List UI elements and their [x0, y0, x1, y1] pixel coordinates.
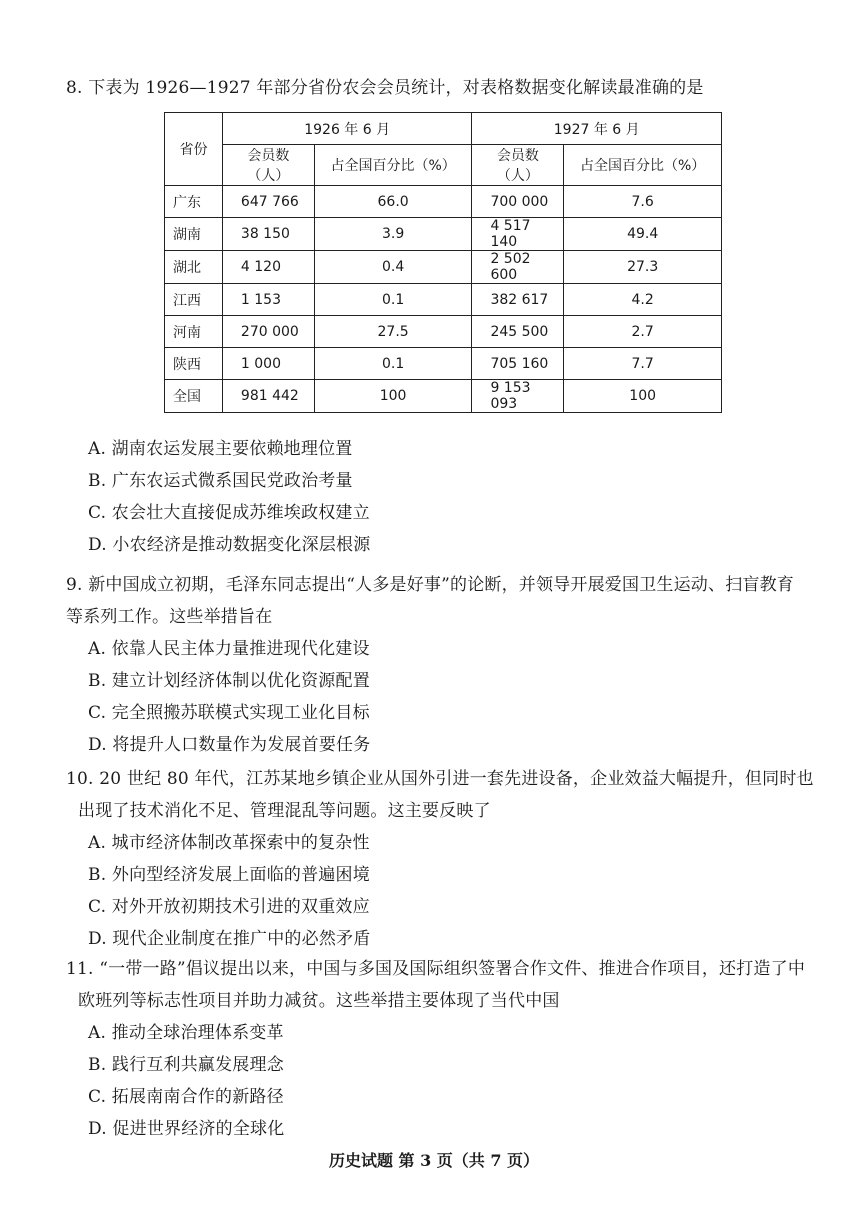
cell-members-1927: 4 517 140: [472, 218, 564, 251]
question-8-options: [66, 433, 370, 561]
table-row: [165, 218, 722, 251]
option-d: D. 促进世界经济的全球化: [88, 1119, 285, 1139]
farmers-association-table: [164, 112, 722, 413]
option-b: B. 践行互利共赢发展理念: [88, 1055, 284, 1075]
table-row: [165, 348, 722, 380]
option-d: D. 现代企业制度在推广中的必然矛盾: [88, 929, 371, 949]
header-1926: 1926 年 6 月: [222, 113, 472, 145]
cell-members-1926: 1 153: [222, 284, 314, 316]
option-c: C. 完全照搬苏联模式实现工业化目标: [88, 703, 370, 723]
page-footer: 历史试题 第 3 页（共 7 页）: [328, 1151, 540, 1170]
option-b: B. 建立计划经济体制以优化资源配置: [88, 671, 370, 691]
cell-percent-1927: 100: [564, 380, 722, 413]
option-b: B. 广东农运式微系国民党政治考量: [88, 471, 353, 491]
cell-percent-1927: 27.3: [564, 251, 722, 284]
cell-members-1926: 647 766: [222, 186, 314, 218]
question-9-stem-cont: 等系列工作。这些举措旨在: [66, 607, 273, 627]
cell-members-1926: 1 000: [222, 348, 314, 380]
subheader-members-1926: 会员数（人）: [222, 145, 314, 186]
table-row: [165, 186, 722, 218]
question-9: [66, 569, 794, 761]
cell-percent-1926: 66.0: [314, 186, 472, 218]
question-8: [66, 72, 704, 104]
question-9-stem: 9. 新中国成立初期，毛泽东同志提出“人多是好事”的论断，并领导开展爱国卫生运动、扫盲教育: [66, 575, 795, 595]
cell-percent-1927: 49.4: [564, 218, 722, 251]
option-a: A. 湖南农运发展主要依赖地理位置: [88, 439, 353, 459]
option-d: D. 将提升人口数量作为发展首要任务: [88, 735, 371, 755]
cell-percent-1926: 0.4: [314, 251, 472, 284]
cell-province: 江西: [165, 284, 223, 316]
cell-members-1927: 382 617: [472, 284, 564, 316]
header-1927: 1927 年 6 月: [472, 113, 722, 145]
cell-percent-1926: 0.1: [314, 348, 472, 380]
table-subheader-row: [165, 145, 722, 186]
option-a: A. 城市经济体制改革探索中的复杂性: [88, 833, 370, 853]
cell-members-1926: 4 120: [222, 251, 314, 284]
question-10-stem-cont: 出现了技术消化不足、管理混乱等问题。这主要反映了: [78, 801, 491, 821]
cell-members-1926: 981 442: [222, 380, 314, 413]
question-11-stem-cont: 欧班列等标志性项目并助力减贫。这些举措主要体现了当代中国: [78, 991, 560, 1011]
cell-percent-1926: 0.1: [314, 284, 472, 316]
question-10: [66, 763, 814, 955]
cell-members-1927: 700 000: [472, 186, 564, 218]
cell-percent-1927: 7.6: [564, 186, 722, 218]
cell-province: 湖北: [165, 251, 223, 284]
cell-members-1927: 2 502 600: [472, 251, 564, 284]
question-11-stem: 11. “一带一路”倡议提出以来，中国与多国及国际组织签署合作文件、推进合作项目，还打造了中: [66, 959, 806, 979]
subheader-members-1927: 会员数（人）: [472, 145, 564, 186]
subheader-percent-1927: 占全国百分比（%）: [564, 145, 722, 186]
option-c: C. 农会壮大直接促成苏维埃政权建立: [88, 503, 370, 523]
cell-members-1926: 38 150: [222, 218, 314, 251]
table-row: [165, 251, 722, 284]
cell-percent-1926: 27.5: [314, 316, 472, 348]
cell-percent-1926: 3.9: [314, 218, 472, 251]
cell-percent-1926: 100: [314, 380, 472, 413]
header-province: 省份: [165, 113, 223, 186]
question-10-stem: 10. 20 世纪 80 年代，江苏某地乡镇企业从国外引进一套先进设备，企业效益大幅提升，但同时也: [66, 769, 814, 789]
cell-percent-1927: 4.2: [564, 284, 722, 316]
table-row: [165, 316, 722, 348]
cell-province: 陕西: [165, 348, 223, 380]
question-11: [66, 953, 805, 1145]
cell-members-1927: 245 500: [472, 316, 564, 348]
table-row: [165, 380, 722, 413]
cell-province: 广东: [165, 186, 223, 218]
cell-province: 全国: [165, 380, 223, 413]
table-row: [165, 284, 722, 316]
cell-members-1927: 705 160: [472, 348, 564, 380]
option-c: C. 拓展南南合作的新路径: [88, 1087, 284, 1107]
option-a: A. 依靠人民主体力量推进现代化建设: [88, 639, 370, 659]
question-8-stem: 8. 下表为 1926—1927 年部分省份农会会员统计，对表格数据变化解读最准确的是: [66, 78, 704, 98]
cell-province: 湖南: [165, 218, 223, 251]
cell-province: 河南: [165, 316, 223, 348]
table-header-row: [165, 113, 722, 145]
cell-percent-1927: 7.7: [564, 348, 722, 380]
option-a: A. 推动全球治理体系变革: [88, 1023, 284, 1043]
option-b: B. 外向型经济发展上面临的普遍困境: [88, 865, 370, 885]
subheader-percent-1926: 占全国百分比（%）: [314, 145, 472, 186]
cell-members-1927: 9 153 093: [472, 380, 564, 413]
cell-members-1926: 270 000: [222, 316, 314, 348]
option-d: D. 小农经济是推动数据变化深层根源: [88, 535, 371, 555]
option-c: C. 对外开放初期技术引进的双重效应: [88, 897, 370, 917]
cell-percent-1927: 2.7: [564, 316, 722, 348]
